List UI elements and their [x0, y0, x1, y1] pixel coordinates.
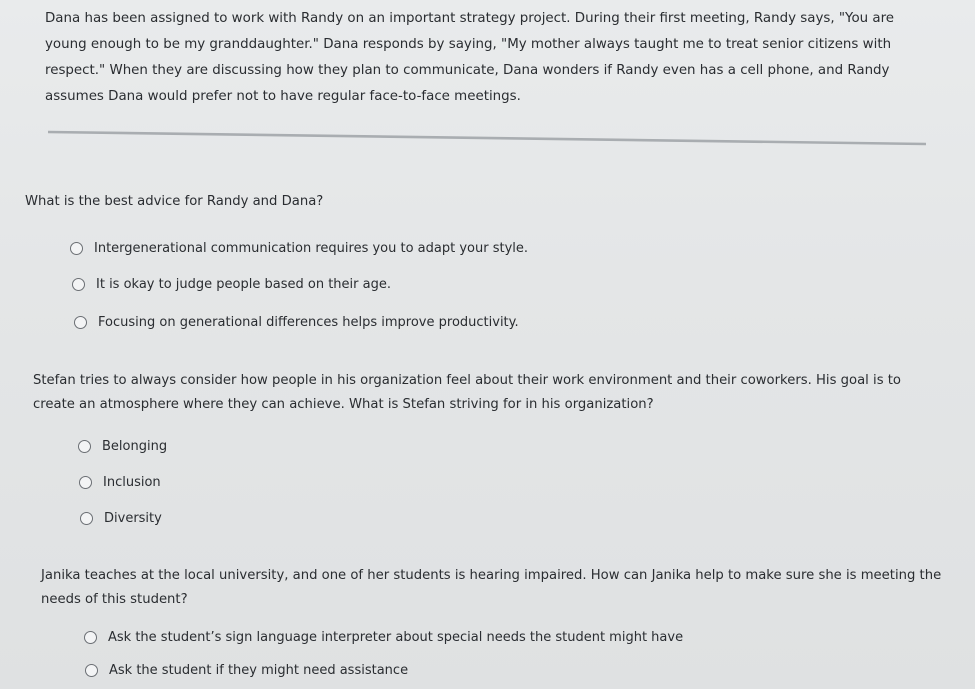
- q2-option-3-label: Diversity: [104, 510, 162, 526]
- q1-option-3-label: Focusing on generational differences helps improve productivity.: [98, 314, 519, 330]
- divider-line: [48, 130, 926, 146]
- q1-option-1-label: Intergenerational communication requires you to adapt your style.: [94, 240, 529, 256]
- q3-option-2[interactable]: [85, 659, 408, 681]
- radio-button-icon[interactable]: [79, 476, 92, 489]
- radio-button-icon[interactable]: [80, 512, 93, 525]
- radio-button-icon[interactable]: [78, 440, 91, 453]
- q2-option-1[interactable]: [78, 435, 167, 457]
- radio-button-icon[interactable]: [85, 664, 98, 677]
- q1-option-2-label: It is okay to judge people based on their age.: [96, 276, 391, 292]
- radio-button-icon[interactable]: [70, 242, 83, 255]
- q3-option-1-label: Ask the student’s sign language interpreter about special needs the student might have: [108, 629, 684, 645]
- question-3-prompt: Janika teaches at the local university, and one of her students is hearing impaired. How can Janika help to make sure she is meeting the needs of this student?: [41, 568, 942, 607]
- q3-option-1[interactable]: [84, 626, 683, 648]
- q2-option-2[interactable]: [79, 471, 161, 493]
- q1-option-3[interactable]: [74, 311, 519, 333]
- scenario-passage: Dana has been assigned to work with Randy on an important strategy project. During their first meeting, Randy says, "You are young enough to be my granddaughter." Dana responds by saying, "My mother always taught me to treat senior citizens with respect." When they are discussing how they plan to communicate, Dana wonders if Randy even has a cell phone, and Randy assumes Dana would prefer not to have regular face-to-face meetings.: [45, 11, 895, 104]
- q2-option-3[interactable]: [80, 507, 162, 529]
- radio-button-icon[interactable]: [74, 316, 87, 329]
- q1-option-1[interactable]: [70, 237, 528, 259]
- question-2-prompt: Stefan tries to always consider how people in his organization feel about their work environment and their coworkers. His goal is to create an atmosphere where they can achieve. What is Stefan striving for in his organization?: [33, 373, 901, 412]
- radio-button-icon[interactable]: [84, 631, 97, 644]
- q1-option-2[interactable]: [72, 273, 391, 295]
- question-1-prompt: What is the best advice for Randy and Dana?: [25, 194, 324, 209]
- q2-option-1-label: Belonging: [102, 438, 168, 454]
- q2-option-2-label: Inclusion: [103, 474, 161, 490]
- radio-button-icon[interactable]: [72, 278, 85, 291]
- q3-option-2-label: Ask the student if they might need assistance: [109, 662, 409, 678]
